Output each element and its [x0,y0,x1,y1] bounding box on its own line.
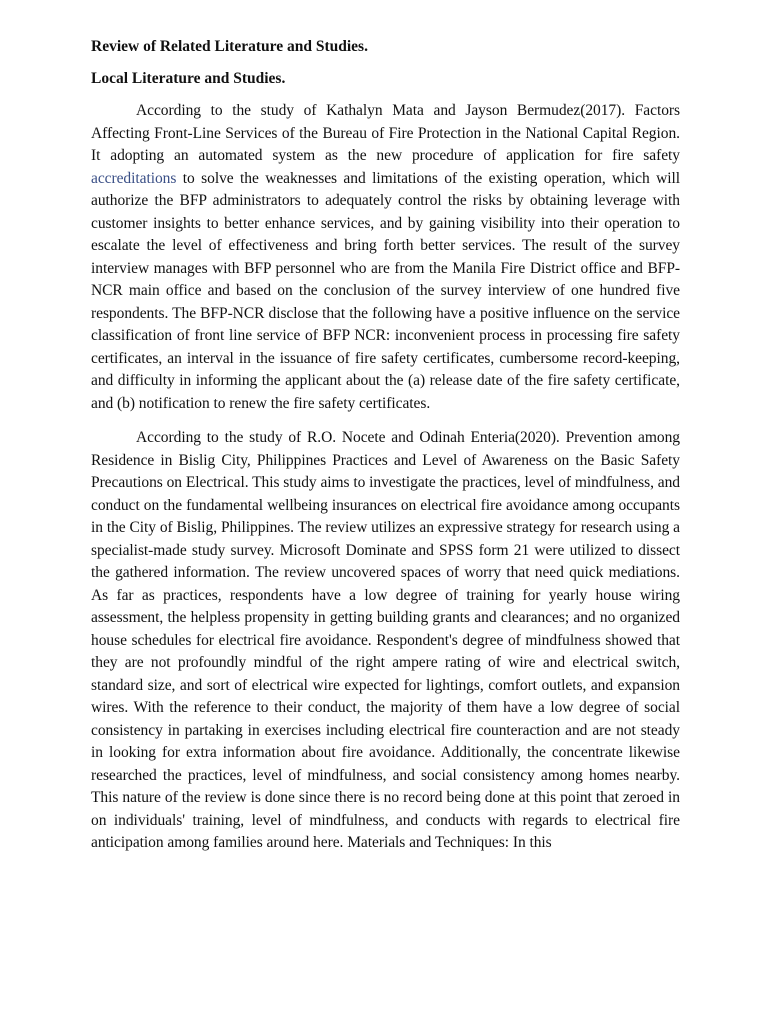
paragraph1-text-start: According to the study of Kathalyn Mata and Jayson Bermudez(2017). Factors Affecting Front-Line Services of the Bureau of Fire Protection in the National Capital Region. It adopting an automated system as the new procedure of application for fire safety [91,102,680,164]
paragraph-mata-bermudez [91,100,680,415]
paragraph-nocete-enteria: According to the study of R.O. Nocete and Odinah Enteria(2020). Prevention among Residence in Bislig City, Philippines Practices and Level of Awareness on the Basic Safety Precautions on Electrical. This study aims to investigate the practices, level of mindfulness, and conduct on the fundamental wellbeing insurances on electrical fire avoidance among occupants in the City of Bislig, Philippines. The review utilizes an expressive strategy for research using a specialist-made study survey. Microsoft Dominate and SPSS form 21 were utilized to dissect the gathered information. The review uncovered spaces of worry that need quick mediations. As far as practices, respondents have a low degree of training for yearly house wiring assessment, the helpless propensity in getting building grants and clearances; and no organized house schedules for electrical fire avoidance. Respondent's degree of mindfulness showed that they are not profoundly mindful of the right ampere rating of wire and electrical switch, standard size, and sort of electrical wire expected for lightings, comfort outlets, and expansion wires. With the reference to their conduct, the majority of them have a low degree of social consistency in partaking in exercises including electrical fire counteraction and are not steady in looking for extra information about fire avoidance. Additionally, the concentrate likewise researched the practices, level of mindfulness, and social consistency among homes nearby. This nature of the review is done since there is no record being done at this point that zeroed in on individuals' training, level of mindfulness, and conducts with regards to electrical fire anticipation among families around here. Materials and Techniques: In this [91,429,680,851]
section-heading: Review of Related Literature and Studies. [91,38,368,55]
subsection-heading: Local Literature and Studies. [91,70,286,87]
paragraph1-text-end: to solve the weaknesses and limitations of the existing operation, which will authorize the BFP administrators to adequately control the risks by obtaining leverage with customer insights to better enhance services, and by gaining visibility into their operation to escalate the level of effectiveness and bring forth better services. The result of the survey interview manages with BFP personnel who are from the Manila Fire District office and BFP-NCR main office and based on the conclusion of the survey interview of one hundred five respondents. The BFP-NCR disclose that the following have a positive influence on the service classification of front line service of BFP NCR: inconvenient process in processing fire safety certificates, an interval in the issuance of fire safety certificates, cumbersome record-keeping, and difficulty in informing the applicant about the (a) release date of the fire safety certificate, and (b) notification to renew the fire safety certificates. [91,169,680,412]
accreditations-link[interactable]: accreditations [91,169,177,187]
